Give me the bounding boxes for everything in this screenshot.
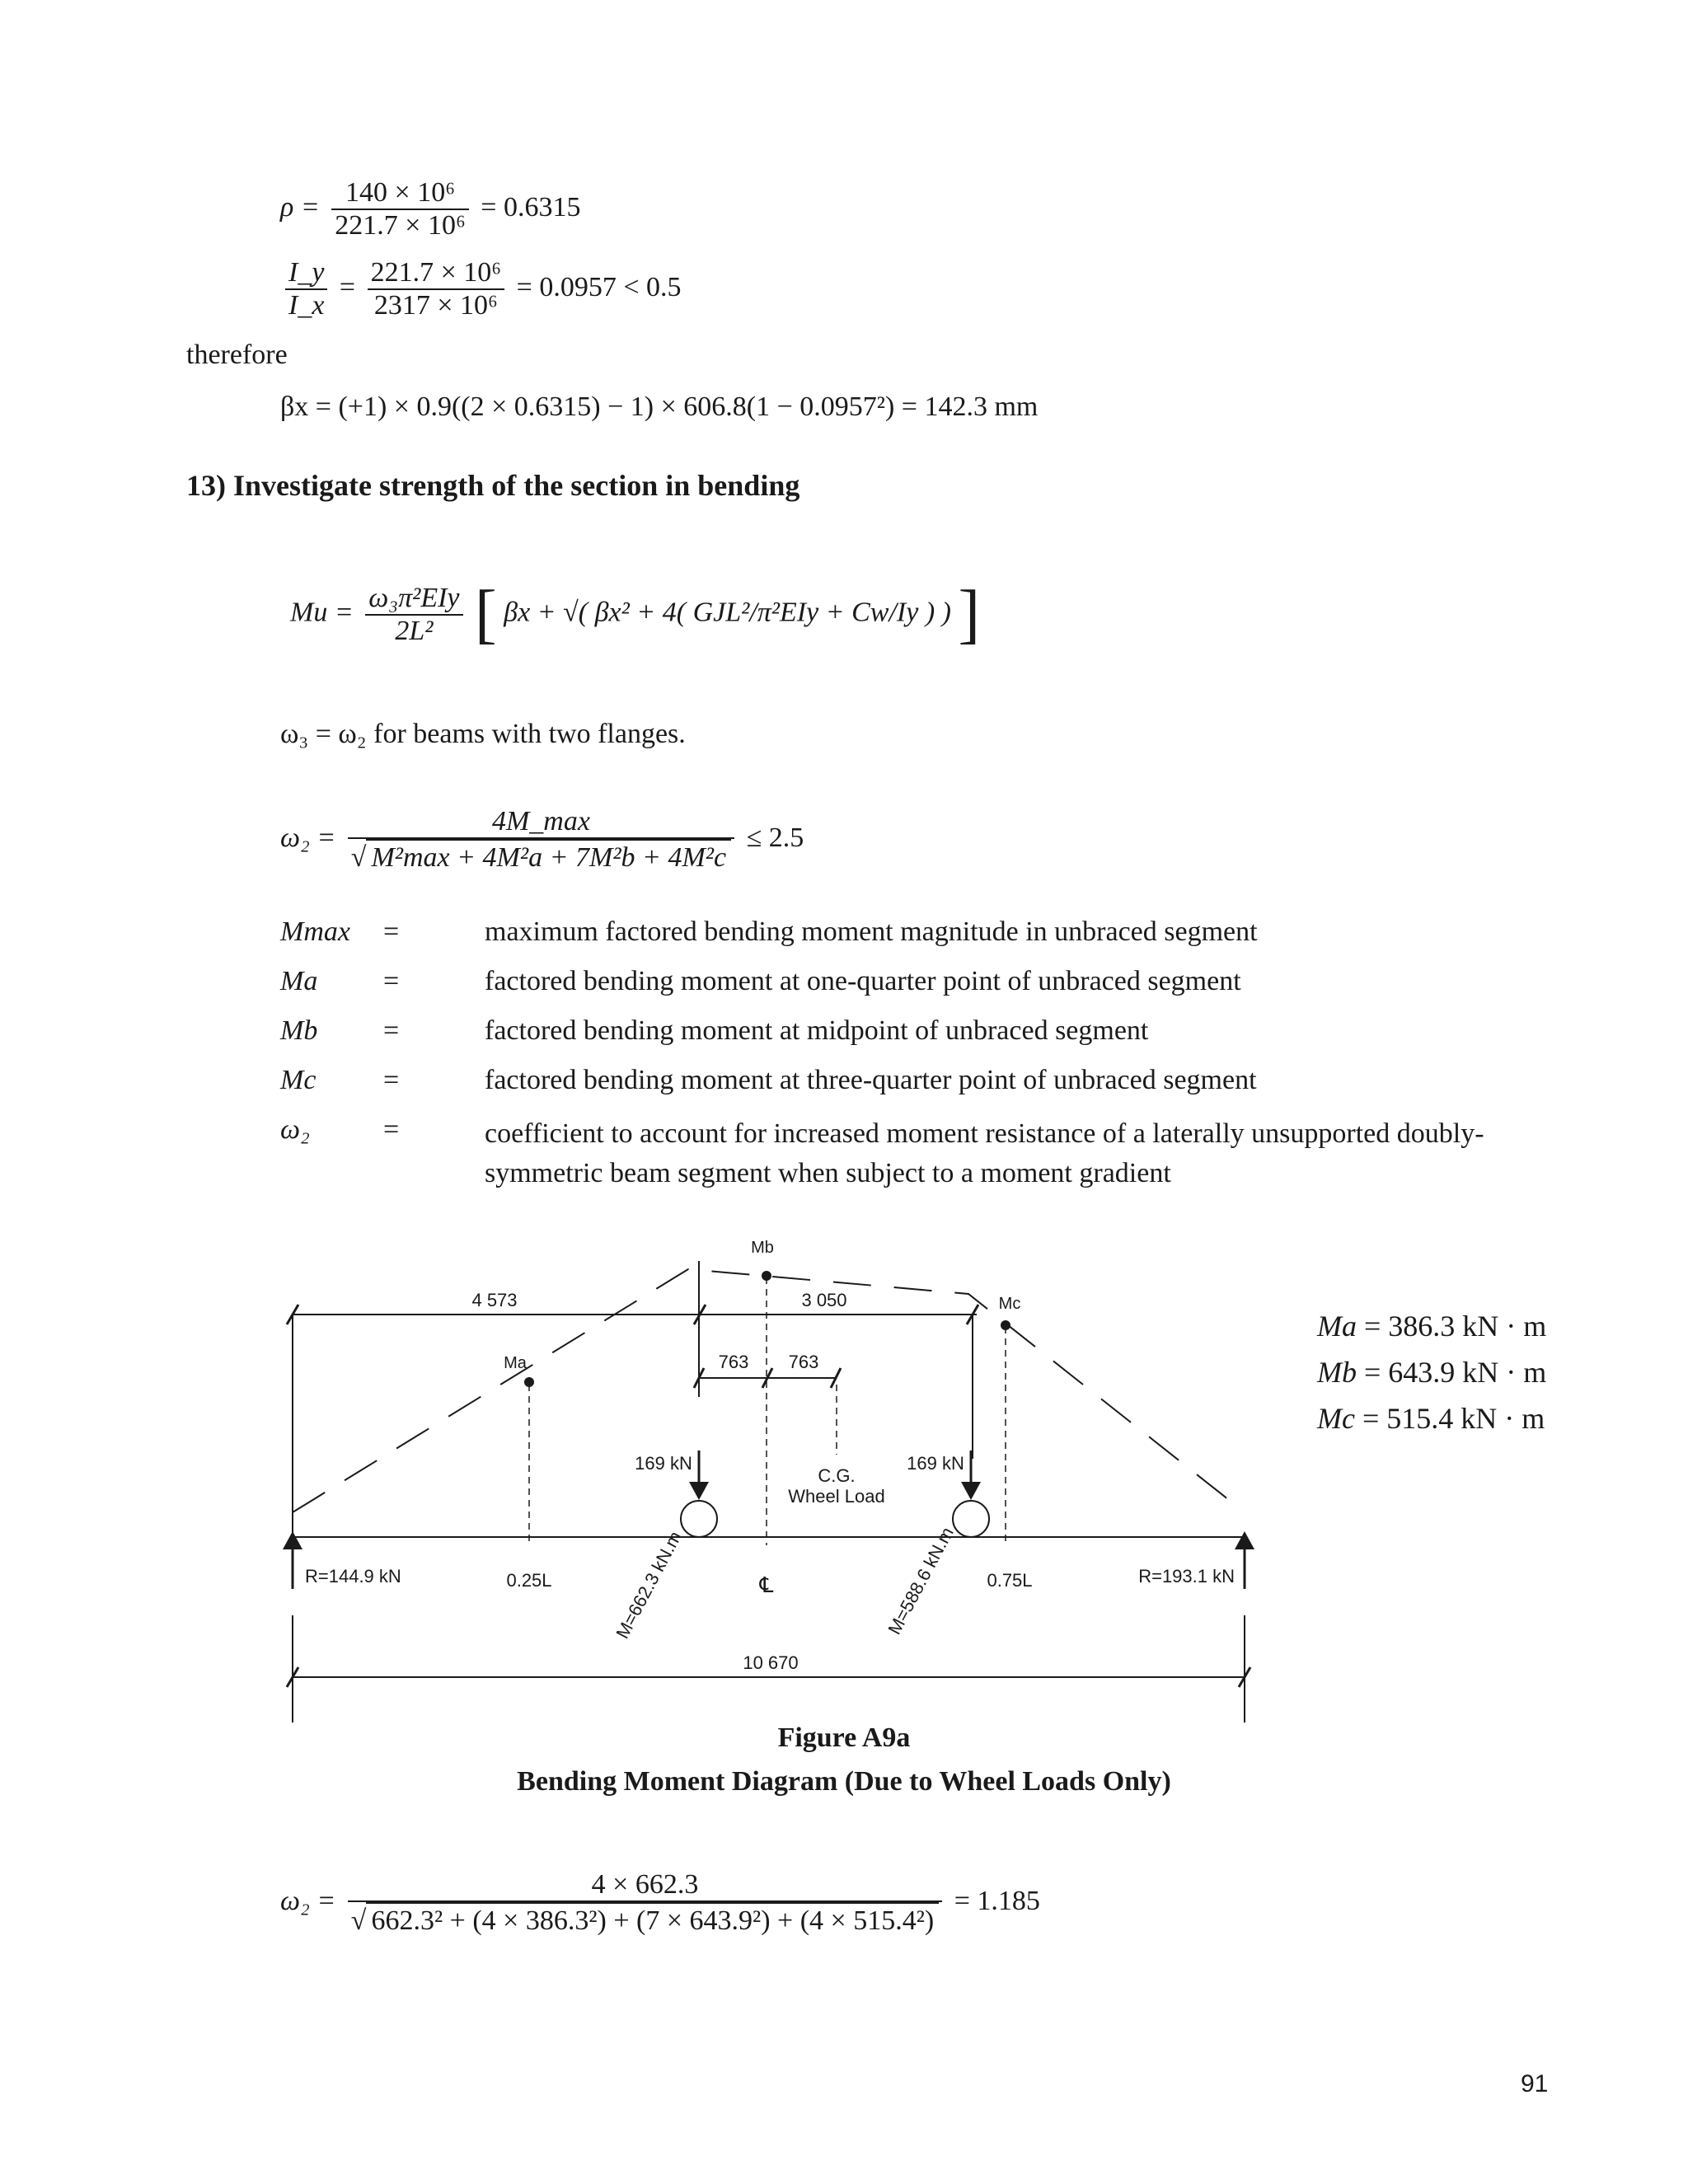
label-mc: Mc [998,1295,1021,1313]
rho-lhs: ρ = [280,191,320,223]
mu-equation: Mu = $\frac{\text{ω₃π²EIy}}{\text{2L²}}$ [ βx + √( βx² + 4( GJL²/π²EIy + Cw/Iy ) ) ] [290,578,981,650]
moment-value-mb: Mb = 643.9 kN · m [1317,1356,1547,1389]
cg-label-line1: C.G. [818,1465,856,1486]
definition-row-mb [280,1015,1475,1065]
iy-ix-fraction [368,257,505,321]
rho-result: = 0.6315 [481,191,581,223]
wheel-left [681,1501,717,1537]
wheel-right [953,1501,989,1537]
definition-text: factored bending moment at three-quarter point of unbraced segment [485,1065,1257,1095]
figure-subtitle: Bending Moment Diagram (Due to Wheel Loads Only) [517,1766,1171,1797]
moment-left-label: M=662.3 kN.m [612,1527,686,1643]
page-number: 91 [1521,2070,1549,2097]
mu-bracket-content: βx + √( βx² + 4( GJL²/π²EIy + Cw/Iy ) ) [504,597,951,628]
iy-ix-denominator: 2317 × 10⁶ [373,290,498,321]
mu-lhs: Mu = [290,597,354,628]
rho-fraction [331,177,469,241]
omega2-general-equation [280,806,804,874]
load-right-label: 169 kN [907,1453,964,1474]
omega2-fraction [348,806,734,874]
omega2-numeric-result: = 1.185 [954,1885,1040,1916]
load-left-label: 169 kN [635,1453,692,1474]
omega2-numeric-numerator: 4 × 662.3 [348,1869,942,1902]
dimension-3050-label: 3 050 [801,1290,847,1310]
iy-ix-result: = 0.0957 < 0.5 [516,271,682,302]
definition-symbol: Ma [280,966,318,996]
label-ma: Ma [504,1354,527,1372]
rho-equation [280,177,580,241]
omega2-denominator: √ M²max + 4M²a + 7M²b + 4M²c [348,839,734,874]
definition-equals: = [383,1065,400,1095]
moment-value-ma: Ma = 386.3 kN · m [1317,1310,1547,1343]
omega2-numeric-fraction [348,1869,942,1937]
omega2-limit: ≤ 2.5 [746,822,804,853]
therefore-text: therefore [186,340,288,370]
iy-ix-ratio [285,257,327,321]
iy-ix-equation: $\frac{I\_y}{I\_x}$ = $\frac{\text{221.7 × 10⁶}}{\text{2317 × 10⁶}}$ = 0.0957 < 0.5 [280,257,682,321]
iy-ix-numerator: 221.7 × 10⁶ [368,257,505,290]
definition-text: maximum factored bending moment magnitude in unbraced segment [485,916,1258,947]
mu-coefficient [365,583,462,647]
mu-coef-denominator: 2L² [395,615,434,646]
definition-row-omega2 [280,1114,1484,1197]
definition-equals: = [383,1015,400,1046]
rho-numerator: 140 × 10⁶ [331,177,469,210]
definition-text: coefficient to account for increased moment resistance of a laterally unsupported doubly-symmetric beam segment when subject to a moment gradient [485,1118,1484,1188]
quarter-left-label: 0.25L [506,1570,552,1591]
definition-text: factored bending moment at midpoint of unbraced segment [485,1015,1149,1046]
definition-symbol: ω₂ [280,1114,310,1145]
rho-denominator: 221.7 × 10⁶ [335,210,466,241]
beta-x-equation: βx = (+1) × 0.9((2 × 0.6315) − 1) × 606.8(1 − 0.0957²) = 142.3 mm [280,391,1039,422]
definition-text: factored bending moment at one-quarter point of unbraced segment [485,966,1241,996]
figure-title: Figure A9a [777,1722,911,1753]
definition-row-mc [280,1065,1475,1114]
definition-row-mmax [280,916,1475,966]
reaction-right-label: R=193.1 kN [1138,1566,1235,1586]
dimension-763-left: 763 [718,1352,749,1372]
definition-symbol: Mmax [280,916,350,947]
definition-equals: = [383,916,400,947]
reaction-left-label: R=144.9 kN [305,1566,401,1586]
span-label: 10 670 [743,1652,799,1673]
definition-symbol: Mb [280,1015,318,1046]
omega2-numeric-denominator: √ 662.3² + (4 × 386.3²) + (7 × 643.9²) + (4 × 515.4²) [348,1902,942,1937]
point-ma [524,1377,534,1387]
omega2-numerator: 4M_max [348,806,734,839]
mu-coef-numerator: ω₃π²EIy [365,583,462,616]
section-heading: 13) Investigate strength of the section in bending [186,469,800,502]
omega2-lhs: ω₂ = [280,822,336,853]
moment-values-list [1317,1309,1546,1447]
omega3-definition: ω₃ = ω₂ for beams with two flanges. [280,719,686,749]
centerline-symbol: ℄ [759,1572,774,1597]
moment-right-label: M=588.6 kN.m [884,1523,958,1638]
dimension-763-right: 763 [788,1352,819,1372]
point-mb [762,1271,771,1281]
point-mc [1001,1320,1010,1330]
definition-equals: = [383,966,400,996]
quarter-right-label: 0.75L [987,1570,1033,1591]
dimension-4573-label: 4 573 [471,1290,518,1310]
label-mb: Mb [751,1239,774,1257]
definition-symbol: Mc [280,1065,316,1095]
moment-envelope-line [293,1269,1245,1512]
moment-value-mc: Mc = 515.4 kN · m [1317,1402,1545,1435]
omega2-numeric-equation [280,1869,1040,1937]
omega2-numeric-lhs: ω₂ = [280,1885,336,1916]
cg-label-line2: Wheel Load [788,1486,885,1507]
definition-equals: = [383,1114,400,1145]
ix-label: I_x [288,290,325,321]
iy-label: I_y [285,257,327,290]
definition-row-ma [280,966,1475,1015]
definitions-list [280,916,1484,1197]
bending-moment-diagram [0,1220,1688,1731]
